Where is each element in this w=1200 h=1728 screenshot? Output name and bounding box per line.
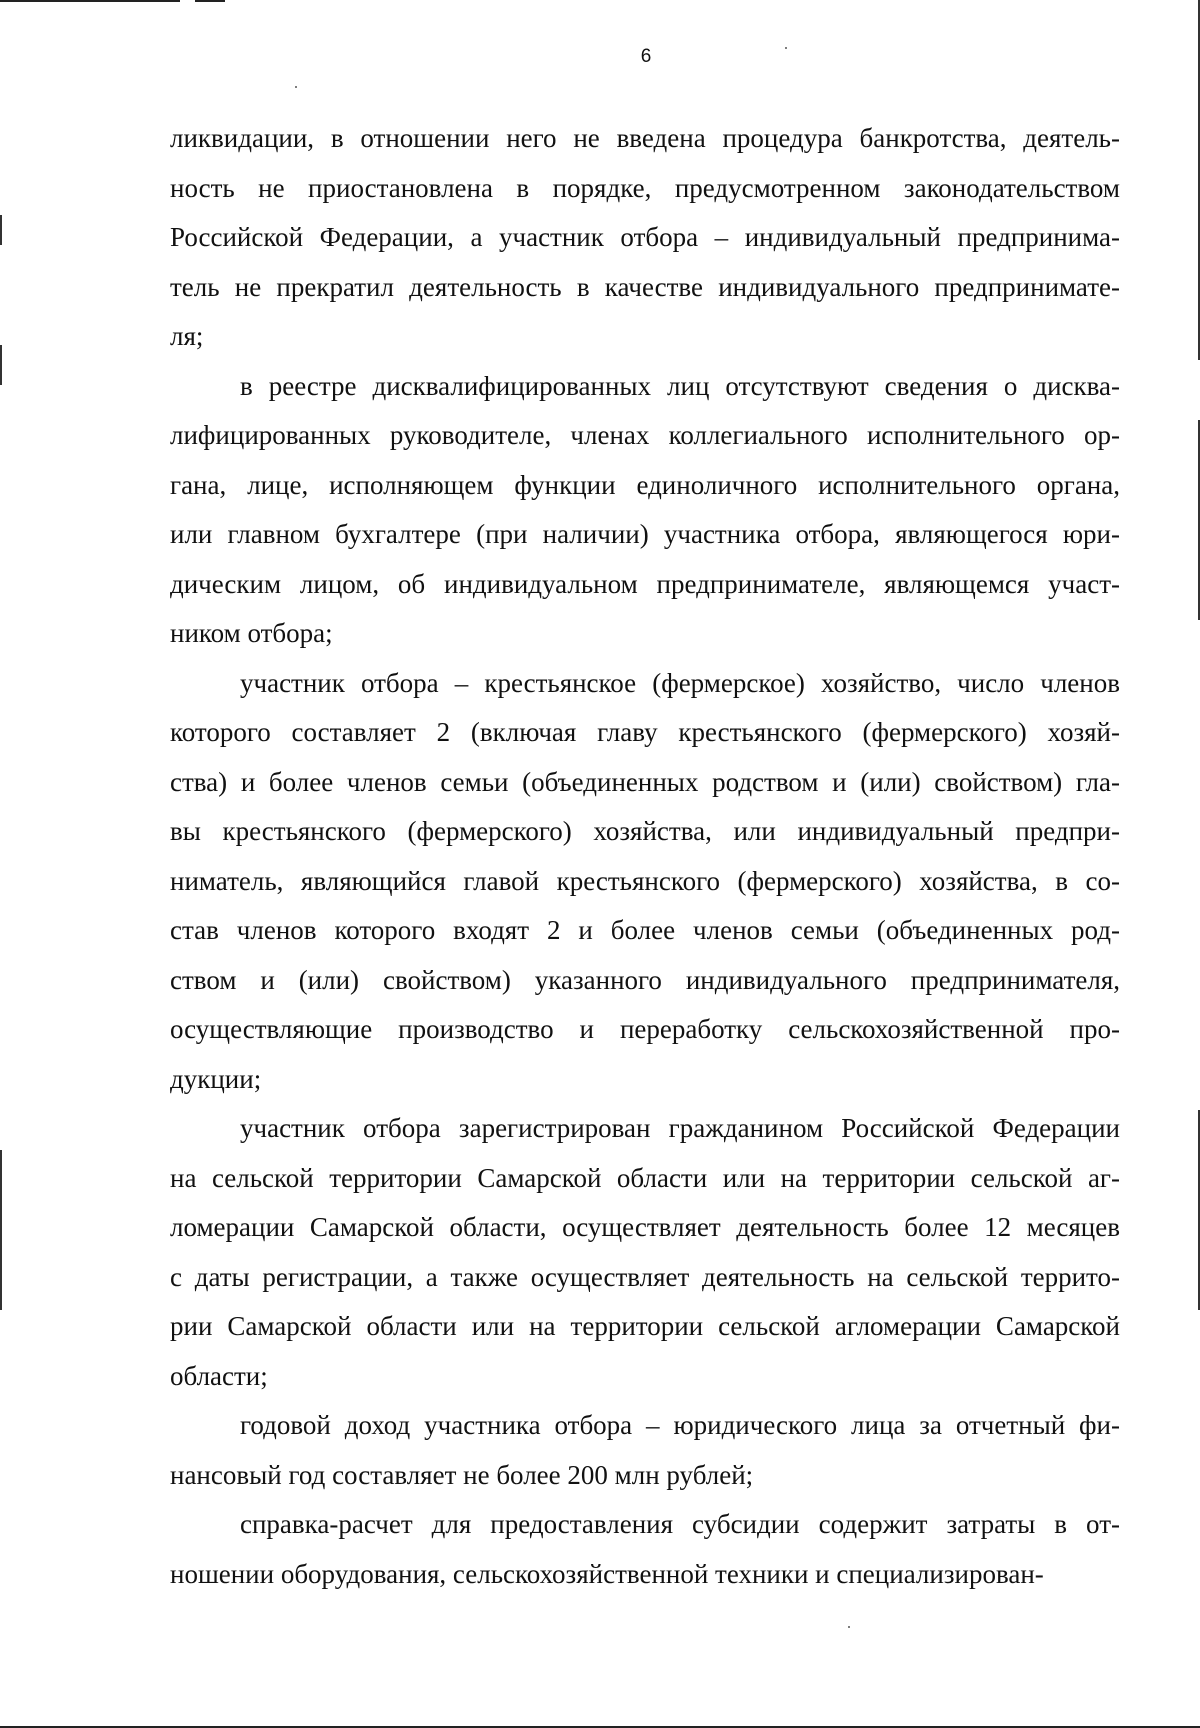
text-line: вы крестьянского (фермерского) хозяйства, или индивидуальный предпри- [170, 816, 1120, 846]
text-line: ством и (или) свойством) указанного индивидуального предпринимателя, [170, 964, 1120, 995]
text-line: тель не прекратил деятельность в качестве индивидуального предпринимате- [170, 271, 1120, 302]
text-line: рии Самарской области или на территории сельской агломерации Самарской [170, 1311, 1120, 1341]
paragraph [170, 1401, 1120, 1500]
paragraph [170, 1104, 1120, 1401]
text-line: ниматель, являющийся главой крестьянского (фермерского) хозяйства, в со- [170, 865, 1120, 896]
text-line: годовой доход участника отбора – юридического лица за отчетный фи- [240, 1410, 1120, 1440]
text-line: участник отбора зарегистрирован гражданином Российской Федерации [240, 1113, 1120, 1143]
text-line: став членов которого входят 2 и более членов семьи (объединенных род- [170, 915, 1120, 945]
scan-edge-left-mark [0, 345, 2, 385]
text-line: ля; [170, 321, 204, 351]
paragraph [170, 114, 1120, 362]
document-body [170, 114, 1120, 1599]
text-line: нансовый год составляет не более 200 млн рублей; [170, 1459, 754, 1490]
text-line: ликвидации, в отношении него не введена процедура банкротства, деятель- [170, 123, 1120, 153]
text-line: ства) и более членов семьи (объединенных родством и (или) свойством) гла- [170, 766, 1120, 797]
text-line: которого составляет 2 (включая главу крестьянского (фермерского) хозяй- [170, 717, 1120, 747]
scan-speck [785, 47, 787, 49]
scan-speck [295, 86, 297, 88]
text-line: справка-расчет для предоставления субсидии содержит затраты в от- [240, 1509, 1120, 1539]
text-line: или главном бухгалтере (при наличии) участника отбора, являющегося юри- [170, 519, 1120, 549]
text-line: дукции; [170, 1063, 262, 1094]
scan-border-top-fragment [195, 0, 225, 2]
text-line: ношении оборудования, сельскохозяйственной техники и специализирован- [170, 1558, 1044, 1589]
text-line: ломерации Самарской области, осуществляет деятельность более 12 месяцев [170, 1212, 1120, 1242]
text-line: гана, лице, исполняющем функции единоличного исполнительного органа, [170, 469, 1120, 500]
paragraph [170, 362, 1120, 659]
scan-border-top [0, 0, 180, 2]
text-line: ность не приостановлена в порядке, предусмотренном законодательством [170, 172, 1120, 203]
text-line: ником отбора; [170, 618, 333, 648]
paragraph [170, 1500, 1120, 1599]
text-line: на сельской территории Самарской области или на территории сельской аг- [170, 1162, 1120, 1193]
text-line: в реестре дисквалифицированных лиц отсутствуют сведения о дисква- [240, 370, 1120, 401]
text-line: области; [170, 1360, 268, 1391]
page-number: 6 [640, 46, 652, 67]
text-line: лифицированных руководителе, членах коллегиального исполнительного ор- [170, 420, 1120, 450]
text-line: Российской Федерации, а участник отбора – индивидуальный предпринима- [170, 222, 1120, 252]
scan-edge-left-mark [0, 1150, 2, 1310]
scan-speck [848, 1626, 850, 1628]
text-line: дическим лицом, об индивидуальном предпринимателе, являющемся участ- [170, 568, 1120, 599]
scan-edge-left-mark [0, 215, 2, 245]
paragraph [170, 659, 1120, 1105]
text-line: осуществляющие производство и переработку сельскохозяйственной про- [170, 1014, 1120, 1044]
text-line: с даты регистрации, а также осуществляет деятельность на сельской террито- [170, 1261, 1120, 1292]
text-line: участник отбора – крестьянское (фермерское) хозяйство, число членов [240, 667, 1120, 698]
